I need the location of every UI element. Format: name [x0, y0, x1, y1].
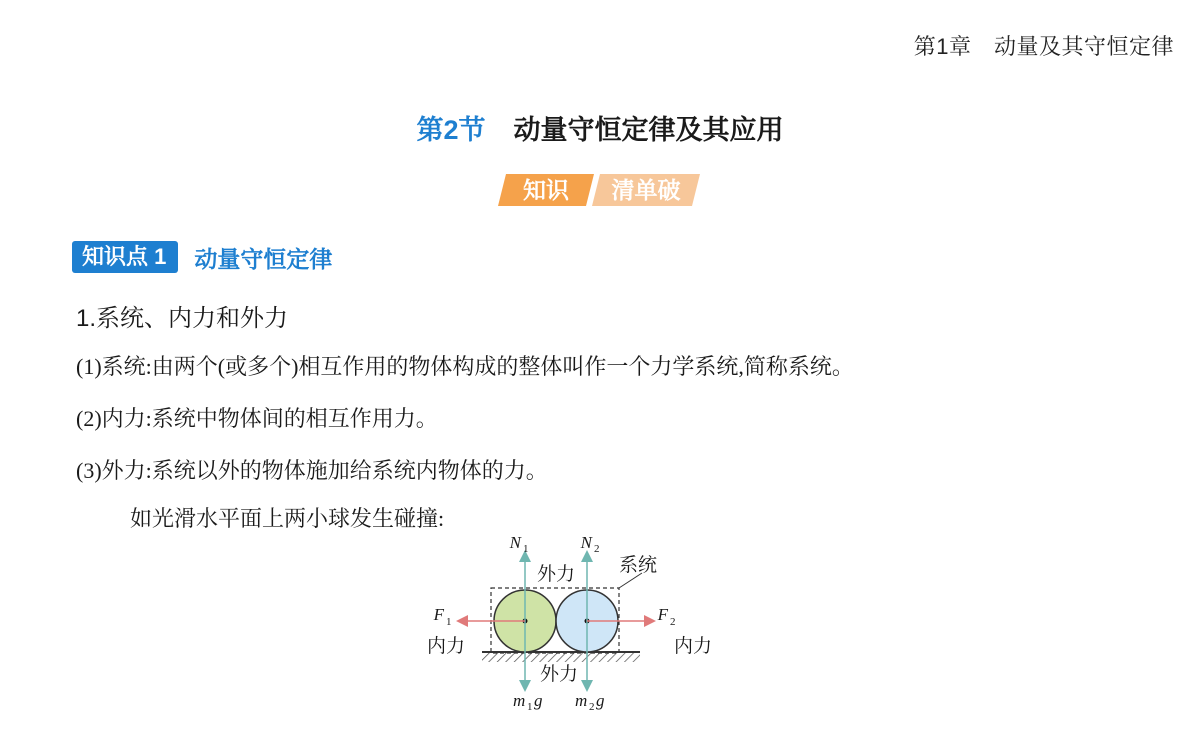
ground-hatch — [482, 652, 640, 662]
content-heading: 1.系统、内力和外力 — [76, 305, 289, 332]
knowledge-point-title: 动量守恒定律 — [194, 245, 333, 272]
section-name: 动量守恒定律及其应用 — [513, 115, 784, 145]
collision-diagram — [410, 528, 740, 713]
g2-g-label: g — [596, 691, 605, 710]
chapter-header: 第1章 动量及其守恒定律 — [913, 34, 1174, 59]
knowledge-point-badge: 知识点 1 — [72, 241, 178, 273]
knowledge-point-header — [72, 240, 332, 274]
internal-force-right-label: 内力 — [674, 636, 713, 657]
knowledge-banner — [496, 172, 702, 208]
g1-mass-label: m — [513, 691, 526, 710]
g2-subscript: 2 — [589, 701, 595, 713]
n1-subscript: 1 — [523, 543, 529, 555]
paragraph-external-force: (3)外力:系统以外的物体施加给系统内物体的力。 — [76, 458, 548, 483]
system-label: 系统 — [619, 555, 658, 576]
banner-right-text: 清单破 — [611, 177, 681, 203]
n1-label: N — [509, 533, 521, 552]
n2-subscript: 2 — [594, 543, 600, 555]
f2-subscript: 2 — [670, 616, 676, 628]
g2-mass-label: m — [575, 691, 588, 710]
n2-label: N — [580, 533, 592, 552]
external-force-bottom-label: 外力 — [539, 664, 579, 685]
f1-subscript: 1 — [446, 616, 452, 628]
section-title — [0, 108, 1200, 147]
g1-subscript: 1 — [527, 701, 533, 713]
f2-label: F — [657, 605, 668, 624]
g1-g-label: g — [534, 691, 543, 710]
external-force-top-label: 外力 — [536, 564, 576, 585]
paragraph-example: 如光滑水平面上两小球发生碰撞: — [130, 506, 445, 531]
banner-left-text: 知识 — [523, 177, 569, 203]
f1-label: F — [433, 605, 444, 624]
section-number: 第2节 — [416, 115, 486, 145]
paragraph-system: (1)系统:由两个(或多个)相互作用的物体构成的整体叫作一个力学系统,简称系统。 — [76, 354, 854, 379]
paragraph-internal-force: (2)内力:系统中物体间的相互作用力。 — [76, 406, 438, 431]
internal-force-left-label: 内力 — [427, 636, 466, 657]
